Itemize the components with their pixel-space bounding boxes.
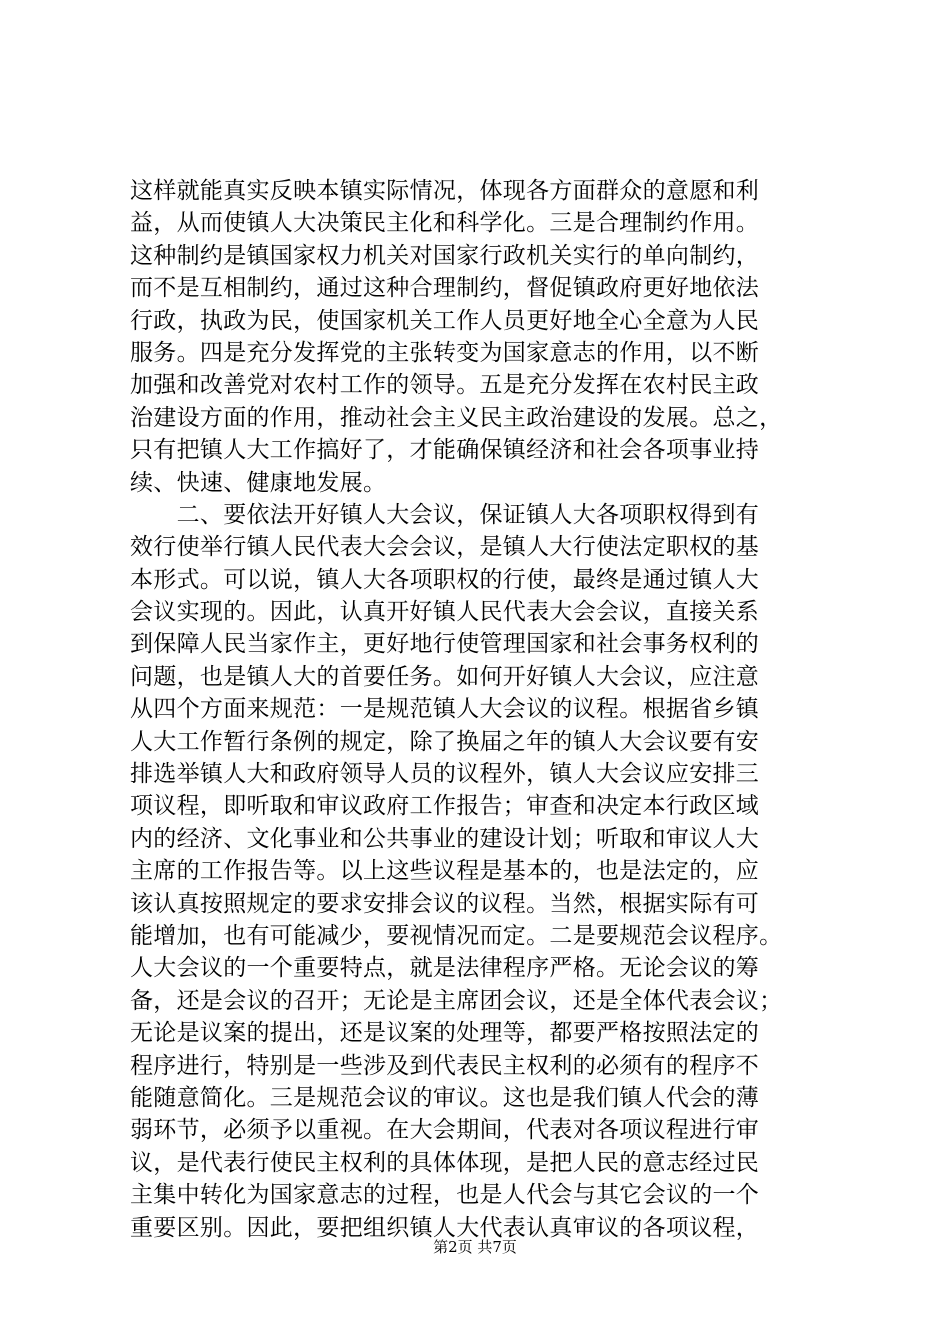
text-line: 主席的工作报告等。以上这些议程是基本的，也是法定的，应 xyxy=(130,858,760,885)
text-line: 服务。四是充分发挥党的主张转变为国家意志的作用，以不断 xyxy=(130,339,760,366)
text-line: 本形式。可以说，镇人大各项职权的行使，最终是通过镇人大 xyxy=(130,566,760,593)
text-line: 项议程，即听取和审议政府工作报告；审查和决定本行政区域 xyxy=(130,793,760,820)
text-line: 人大会议的一个重要特点，就是法律程序严格。无论会议的筹 xyxy=(130,955,760,982)
text-line: 备，还是会议的召开；无论是主席团会议，还是全体代表会议； xyxy=(130,987,783,1014)
text-line: 益，从而使镇人大决策民主化和科学化。三是合理制约作用。 xyxy=(130,210,760,237)
text-line: 而不是互相制约，通过这种合理制约，督促镇政府更好地依法 xyxy=(130,275,760,302)
text-line: 主集中转化为国家意志的过程，也是人代会与其它会议的一个 xyxy=(130,1182,760,1209)
text-line: 治建设方面的作用，推动社会主义民主政治建设的发展。总之， xyxy=(130,404,783,431)
text-line: 会议实现的。因此，认真开好镇人民代表大会会议，直接关系 xyxy=(130,599,760,626)
body-text xyxy=(130,175,830,1244)
text-line: 重要区别。因此，要把组织镇人大代表认真审议的各项议程， xyxy=(130,1214,760,1241)
text-line: 人大工作暂行条例的规定，除了换届之年的镇人大会议要有安 xyxy=(130,728,760,755)
text-line: 排选举镇人大和政府领导人员的议程外，镇人大会议应安排三 xyxy=(130,761,760,788)
text-line: 无论是议案的提出，还是议案的处理等，都要严格按照法定的 xyxy=(130,1020,760,1047)
text-line: 这种制约是镇国家权力机关对国家行政机关实行的单向制约， xyxy=(130,242,760,269)
text-line: 行政，执政为民，使国家机关工作人员更好地全心全意为人民 xyxy=(130,307,760,334)
text-line: 内的经济、文化事业和公共事业的建设计划；听取和审议人大 xyxy=(130,825,760,852)
text-line: 议，是代表行使民主权利的具体体现，是把人民的意志经过民 xyxy=(130,1149,760,1176)
text-line: 只有把镇人大工作搞好了，才能确保镇经济和社会各项事业持 xyxy=(130,437,760,464)
text-line: 效行使举行镇人民代表大会会议，是镇人大行使法定职权的基 xyxy=(130,534,760,561)
text-line: 问题，也是镇人大的首要任务。如何开好镇人大会议，应注意 xyxy=(130,663,760,690)
text-line: 加强和改善党对农村工作的领导。五是充分发挥在农村民主政 xyxy=(130,372,760,399)
text-line: 程序进行，特别是一些涉及到代表民主权利的必须有的程序不 xyxy=(130,1052,760,1079)
text-line: 从四个方面来规范：一是规范镇人大会议的议程。根据省乡镇 xyxy=(130,696,760,723)
text-line: 弱环节，必须予以重视。在大会期间，代表对各项议程进行审 xyxy=(130,1117,760,1144)
page-footer: 第2页 共7页 xyxy=(433,1238,517,1256)
text-line: 能随意简化。三是规范会议的审议。这也是我们镇人代会的薄 xyxy=(130,1084,760,1111)
text-line: 二、要依法开好镇人大会议，保证镇人大各项职权得到有 xyxy=(130,501,760,528)
text-line: 到保障人民当家作主，更好地行使管理国家和社会事务权利的 xyxy=(130,631,760,658)
text-line: 该认真按照规定的要求安排会议的议程。当然，根据实际有可 xyxy=(130,890,760,917)
text-line: 续、快速、健康地发展。 xyxy=(130,469,387,496)
text-line: 这样就能真实反映本镇实际情况，体现各方面群众的意愿和利 xyxy=(130,178,760,204)
text-line: 能增加，也有可能减少，要视情况而定。二是要规范会议程序。 xyxy=(130,922,783,949)
